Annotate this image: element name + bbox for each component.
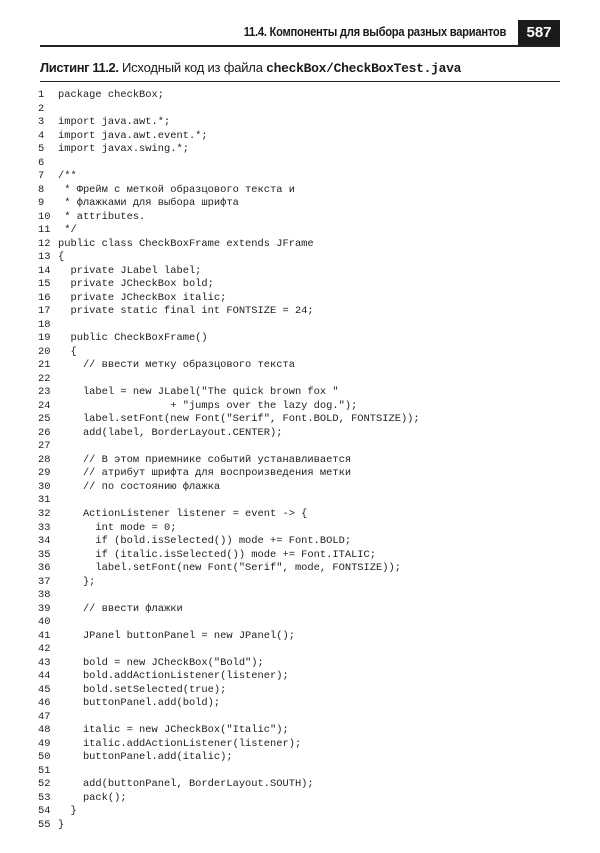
code-line — [38, 89, 563, 103]
code-line — [38, 170, 563, 184]
line-number: 28 — [38, 453, 51, 466]
code-line — [38, 576, 563, 590]
code-line — [38, 224, 563, 238]
line-text: * attributes. — [58, 210, 146, 223]
line-number: 24 — [38, 399, 51, 412]
line-text: import java.awt.event.*; — [58, 129, 208, 142]
line-text: import javax.swing.*; — [58, 143, 189, 156]
line-number: 26 — [38, 426, 51, 439]
code-line — [38, 724, 563, 738]
line-number: 53 — [38, 791, 51, 804]
line-number: 17 — [38, 305, 51, 318]
code-line — [38, 413, 563, 427]
code-line — [38, 319, 563, 333]
line-number: 11 — [38, 224, 51, 237]
line-number: 4 — [38, 129, 45, 142]
line-number: 43 — [38, 656, 51, 669]
code-line — [38, 103, 563, 117]
line-number: 29 — [38, 467, 51, 480]
page-number: 587 — [518, 20, 560, 45]
line-text: package checkBox; — [58, 89, 165, 101]
line-number: 40 — [38, 616, 51, 629]
line-number: 32 — [38, 507, 51, 520]
code-line — [38, 738, 563, 752]
line-number: 30 — [38, 480, 51, 493]
code-line — [38, 630, 563, 644]
line-number: 19 — [38, 332, 51, 345]
line-number: 31 — [38, 494, 51, 507]
line-number: 52 — [38, 778, 51, 791]
code-line — [38, 697, 563, 711]
code-line — [38, 805, 563, 819]
line-number: 8 — [38, 183, 45, 196]
code-line — [38, 292, 563, 306]
line-number: 13 — [38, 251, 51, 264]
code-line — [38, 305, 563, 319]
line-number: 50 — [38, 751, 51, 764]
line-number: 36 — [38, 562, 51, 575]
line-number: 25 — [38, 413, 51, 426]
line-text: buttonPanel.add(bold); — [58, 697, 221, 710]
line-text: label = new JLabel("The quick brown fox " — [58, 386, 339, 399]
line-number: 15 — [38, 278, 51, 291]
line-number: 10 — [38, 210, 51, 223]
line-text: // по состоянию флажка — [58, 480, 221, 493]
line-text: + "jumps over the lazy dog."); — [58, 399, 358, 412]
line-text: */ — [58, 224, 77, 237]
line-number: 33 — [38, 521, 51, 534]
code-line — [38, 184, 563, 198]
line-number: 18 — [38, 318, 51, 331]
code-line — [38, 386, 563, 400]
code-line — [38, 427, 563, 441]
code-line — [38, 238, 563, 252]
line-text: // ввести метку образцового текста — [58, 359, 295, 372]
line-text: } — [58, 818, 65, 831]
line-text: import java.awt.*; — [58, 116, 171, 129]
line-text: bold.setSelected(true); — [58, 683, 227, 696]
code-line — [38, 400, 563, 414]
line-number: 27 — [38, 440, 51, 453]
line-text: * Фрейм с меткой образцового текста и — [58, 183, 295, 196]
line-number: 35 — [38, 548, 51, 561]
code-line — [38, 792, 563, 806]
listing-caption-text: Исходный код из файла — [118, 60, 267, 75]
code-line — [38, 359, 563, 373]
code-line — [38, 494, 563, 508]
line-number: 14 — [38, 264, 51, 277]
line-number: 6 — [38, 156, 45, 169]
line-text: // атрибут шрифта для воспроизведения метки — [58, 467, 352, 480]
line-number: 47 — [38, 710, 51, 723]
code-line — [38, 603, 563, 617]
code-line — [38, 481, 563, 495]
line-number: 41 — [38, 629, 51, 642]
line-number: 2 — [38, 102, 45, 115]
line-number: 44 — [38, 670, 51, 683]
code-line — [38, 684, 563, 698]
line-number: 49 — [38, 737, 51, 750]
listing-label: Листинг 11.2. — [40, 60, 119, 75]
line-text: // В этом приемнике событий устанавливается — [58, 453, 352, 466]
line-text: add(label, BorderLayout.CENTER); — [58, 426, 283, 439]
code-line — [38, 589, 563, 603]
line-number: 42 — [38, 643, 51, 656]
code-line — [38, 346, 563, 360]
line-number: 45 — [38, 683, 51, 696]
code-line — [38, 711, 563, 725]
line-number: 5 — [38, 143, 45, 156]
code-line — [38, 278, 563, 292]
code-line — [38, 332, 563, 346]
line-number: 21 — [38, 359, 51, 372]
code-line — [38, 251, 563, 265]
line-number: 46 — [38, 697, 51, 710]
line-text: italic = new JCheckBox("Italic"); — [58, 724, 289, 737]
line-text: * флажками для выбора шрифта — [58, 197, 239, 210]
code-line — [38, 562, 563, 576]
line-text: private JLabel label; — [58, 264, 202, 277]
line-text: pack(); — [58, 791, 127, 804]
line-number: 9 — [38, 197, 45, 210]
line-text: { — [58, 345, 77, 358]
line-text: buttonPanel.add(italic); — [58, 751, 233, 764]
listing-caption — [40, 60, 560, 82]
line-number: 48 — [38, 724, 51, 737]
line-number: 51 — [38, 764, 51, 777]
line-number: 55 — [38, 818, 51, 831]
line-number: 3 — [38, 116, 45, 129]
code-line — [38, 535, 563, 549]
line-text: if (italic.isSelected()) mode += Font.ITALIC; — [58, 548, 377, 561]
line-text: label.setFont(new Font("Serif", Font.BOLD, FONTSIZE)); — [58, 413, 420, 426]
line-number: 37 — [38, 575, 51, 588]
line-number: 20 — [38, 345, 51, 358]
line-number: 34 — [38, 535, 51, 548]
line-number: 23 — [38, 386, 51, 399]
line-text: public CheckBoxFrame() — [58, 332, 208, 345]
line-text: label.setFont(new Font("Serif", mode, FONTSIZE)); — [58, 562, 401, 575]
line-text: /** — [58, 170, 77, 183]
line-text: ActionListener listener = event -> { — [58, 507, 308, 520]
code-line — [38, 522, 563, 536]
code-line — [38, 549, 563, 563]
line-number: 12 — [38, 237, 51, 250]
code-line — [38, 778, 563, 792]
code-line — [38, 373, 563, 387]
line-number: 38 — [38, 589, 51, 602]
line-number: 16 — [38, 291, 51, 304]
line-text: }; — [58, 575, 96, 588]
code-line — [38, 765, 563, 779]
code-line — [38, 130, 563, 144]
code-line — [38, 440, 563, 454]
line-number: 39 — [38, 602, 51, 615]
code-listing — [38, 89, 563, 832]
line-text: { — [58, 251, 65, 264]
code-line — [38, 116, 563, 130]
line-text: italic.addActionListener(listener); — [58, 737, 302, 750]
line-number: 1 — [38, 89, 45, 101]
line-text: bold = new JCheckBox("Bold"); — [58, 656, 264, 669]
line-text: private static final int FONTSIZE = 24; — [58, 305, 314, 318]
line-text: public class CheckBoxFrame extends JFrame — [58, 237, 314, 250]
line-text: } — [58, 805, 77, 818]
code-line — [38, 157, 563, 171]
code-line — [38, 508, 563, 522]
line-text: bold.addActionListener(listener); — [58, 670, 289, 683]
code-line — [38, 143, 563, 157]
line-number: 7 — [38, 170, 45, 183]
code-line — [38, 670, 563, 684]
line-text: int mode = 0; — [58, 521, 177, 534]
line-text: if (bold.isSelected()) mode += Font.BOLD; — [58, 535, 352, 548]
line-number: 54 — [38, 805, 51, 818]
listing-filename: checkBox/CheckBoxTest.java — [266, 61, 462, 76]
code-line — [38, 211, 563, 225]
code-line — [38, 657, 563, 671]
line-text: JPanel buttonPanel = new JPanel(); — [58, 629, 295, 642]
code-line — [38, 454, 563, 468]
code-line — [38, 265, 563, 279]
code-line — [38, 751, 563, 765]
code-line — [38, 616, 563, 630]
line-text: // ввести флажки — [58, 602, 183, 615]
running-header — [40, 20, 560, 47]
code-line — [38, 467, 563, 481]
section-title: 11.4. Компоненты для выбора разных вариантов — [243, 24, 506, 39]
line-number: 22 — [38, 372, 51, 385]
code-line — [38, 643, 563, 657]
line-text: add(buttonPanel, BorderLayout.SOUTH); — [58, 778, 314, 791]
code-line — [38, 197, 563, 211]
code-line — [38, 819, 563, 833]
line-text: private JCheckBox italic; — [58, 291, 227, 304]
line-text: private JCheckBox bold; — [58, 278, 214, 291]
